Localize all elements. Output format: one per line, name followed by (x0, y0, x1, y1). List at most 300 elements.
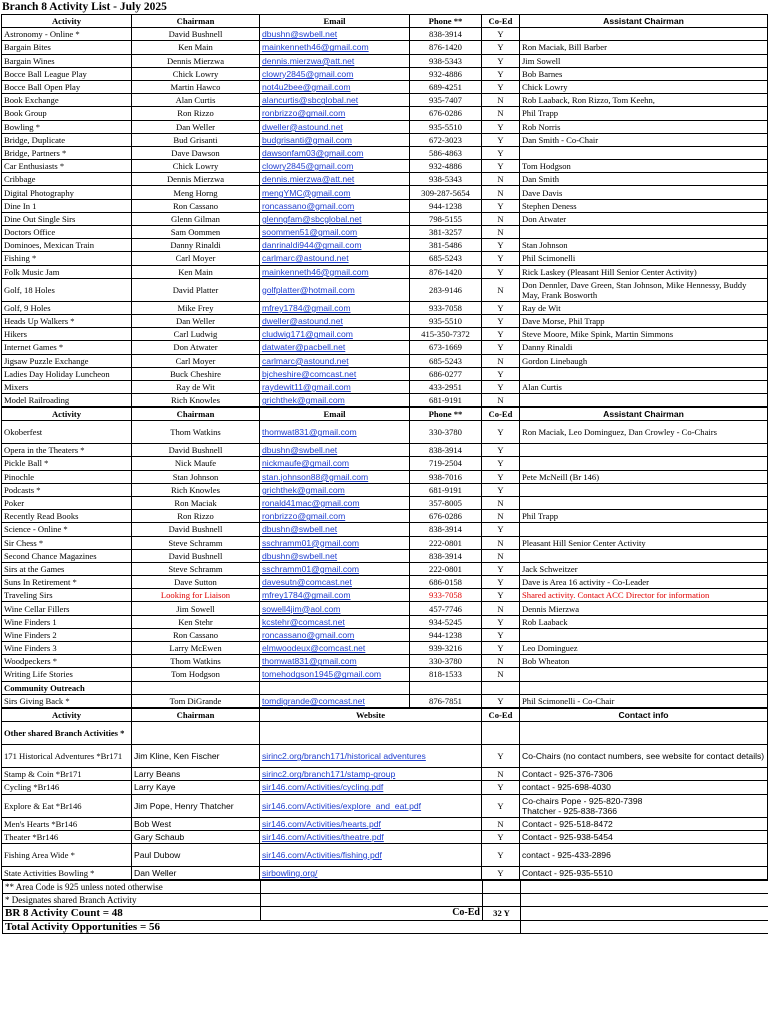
assistant-chairman: Ron Maciak, Leo Dominguez, Dan Crowley - Co-Chairs (520, 421, 768, 444)
email-link[interactable]: carlmarc@astound.net (262, 253, 349, 264)
activity-name: Dominoes, Mexican Train (2, 239, 132, 252)
website-cell (260, 768, 482, 781)
chairman-name: Sam Oommen (132, 226, 260, 239)
email-cell (260, 160, 410, 173)
chairman-name: Chick Lowry (132, 160, 260, 173)
phone: 876-1420 (410, 265, 482, 278)
activity-name: Golf, 9 Holes (2, 301, 132, 314)
activity-name: Sir Chess * (2, 536, 132, 549)
activity-name: State Activities Bowling * (2, 866, 132, 879)
email-link[interactable]: clowry2845@gmail.com (262, 161, 354, 172)
activity-name: Okoberfest (2, 421, 132, 444)
email-link[interactable]: dbushn@swbell.net (262, 550, 338, 561)
coed-flag: Y (482, 470, 520, 483)
website-cell (260, 817, 482, 830)
table-row (2, 457, 768, 470)
chairman-name: Glenn Gilman (132, 212, 260, 225)
contact-info: contact - 925-698-4030 (520, 781, 768, 794)
email-link[interactable]: not4u2bee@gmail.com (262, 82, 351, 93)
activity-count: BR 8 Activity Count = 48 (3, 907, 261, 920)
email-cell (260, 212, 410, 225)
chairman-name: Ron Cassano (132, 199, 260, 212)
email-link[interactable]: roncassano@gmail.com (262, 629, 355, 640)
header-chairman: Chairman (132, 15, 260, 28)
activity-name: Writing Life Stories (2, 668, 132, 681)
email-cell (260, 301, 410, 314)
activity-name: Hikers (2, 328, 132, 341)
email-cell (260, 483, 410, 496)
email-link[interactable]: cludwig171@gmail.com (262, 329, 353, 340)
table-header (2, 709, 768, 722)
email-link[interactable]: stan.johnson88@gmail.com (262, 471, 369, 482)
assistant-chairman: Jack Schweitzer (520, 562, 768, 575)
table-row (2, 470, 768, 483)
header-activity: Activity (2, 15, 132, 28)
email-cell (260, 496, 410, 509)
email-link[interactable]: clowry2845@gmail.com (262, 68, 354, 79)
email-link[interactable]: kcstehr@comcast.net (262, 616, 345, 627)
table-row (2, 421, 768, 444)
email-link[interactable]: carlmarc@astound.net (262, 355, 349, 366)
activity-name: Poker (2, 496, 132, 509)
coed-flag: Y (482, 781, 520, 794)
table-row (2, 226, 768, 239)
phone: 222-0801 (410, 536, 482, 549)
email-cell (260, 354, 410, 367)
assistant-chairman: Dan Smith (520, 173, 768, 186)
assistant-chairman: Bob Wheaton (520, 655, 768, 668)
table-row (2, 510, 768, 523)
chairman-name: Larry McEwen (132, 642, 260, 655)
email-link[interactable]: ronbrizzo@gmail.com (262, 108, 346, 119)
table-row (2, 328, 768, 341)
email-link[interactable]: davesutn@comcast.net (262, 577, 352, 588)
coed-flag: N (482, 536, 520, 549)
email-cell (260, 457, 410, 470)
coed-flag: Y (482, 239, 520, 252)
email-cell (260, 67, 410, 80)
table-row (2, 745, 768, 768)
assistant-chairman (520, 668, 768, 681)
phone: 686-0277 (410, 367, 482, 380)
website-link[interactable]: sirinc2.org/branch171/stamp-group (262, 769, 396, 780)
email-cell (260, 421, 410, 444)
email-link[interactable]: sowell4jim@aol.com (262, 603, 341, 614)
outreach-title-row (2, 681, 768, 694)
website-link[interactable]: sir146.com/Activities/explore_and_eat.pdf (262, 800, 422, 811)
phone: 939-3216 (410, 642, 482, 655)
table-row (2, 768, 768, 781)
email-link[interactable]: thomwat831@gmail.com (262, 427, 357, 438)
email-cell (260, 252, 410, 265)
assistant-chairman: Dave Davis (520, 186, 768, 199)
phone: 932-4886 (410, 160, 482, 173)
table-row (2, 781, 768, 794)
activity-name: Dine In 1 (2, 199, 132, 212)
email-cell (260, 54, 410, 67)
website-link[interactable]: sirinc2.org/branch171/historical adventures (262, 751, 426, 762)
email-link[interactable]: grichthek@gmail.com (262, 484, 345, 495)
table-row (2, 483, 768, 496)
phone: 938-5343 (410, 54, 482, 67)
email-link[interactable]: dweller@astound.net (262, 316, 343, 327)
table-row (2, 523, 768, 536)
coed-flag: Y (482, 146, 520, 159)
phone: 676-0286 (410, 107, 482, 120)
coed-flag: Y (482, 80, 520, 93)
email-cell (260, 523, 410, 536)
activity-name: Heads Up Walkers * (2, 314, 132, 327)
table-row (2, 54, 768, 67)
table-row (2, 146, 768, 159)
phone: 309-287-5654 (410, 186, 482, 199)
header-activity: Activity (2, 709, 132, 722)
assistant-chairman: Rick Laskey (Pleasant Hill Senior Center Activity) (520, 265, 768, 278)
header-coed: Co-Ed (482, 709, 520, 722)
phone: 798-5155 (410, 212, 482, 225)
chairman-name: Ron Cassano (132, 628, 260, 641)
table-row (2, 444, 768, 457)
activity-name: Podcasts * (2, 483, 132, 496)
coed-flag: N (482, 94, 520, 107)
contact-info: Contact - 925-938-5454 (520, 830, 768, 843)
table-row (2, 694, 768, 707)
chairman-name: Jim Sowell (132, 602, 260, 615)
coed-flag: N (482, 602, 520, 615)
activity-name: Stamp & Coin *Br171 (2, 768, 132, 781)
coed-flag: N (482, 107, 520, 120)
email-link[interactable]: bjcheshire@comcast.net (262, 368, 357, 379)
email-cell (260, 133, 410, 146)
email-link[interactable]: sschramm01@gmail.com (262, 537, 360, 548)
website-link[interactable]: sir146.com/Activities/cycling.pdf (262, 782, 384, 793)
activity-name: Pinochle (2, 470, 132, 483)
coed-flag: Y (482, 483, 520, 496)
phone: 586-4863 (410, 146, 482, 159)
activity-name: Fishing Area Wide * (2, 843, 132, 866)
chairman-name: David Bushnell (132, 444, 260, 457)
activity-name: Book Group (2, 107, 132, 120)
table-row (2, 265, 768, 278)
shared-title-row (2, 722, 768, 745)
assistant-chairman: Pete McNeill (Br 146) (520, 470, 768, 483)
website-cell (260, 866, 482, 879)
chairman-name: David Bushnell (132, 28, 260, 41)
phone: 944-1238 (410, 199, 482, 212)
email-link[interactable]: mfrey1784@gmail.com (262, 590, 351, 601)
chairman-name: Thom Watkins (132, 421, 260, 444)
email-cell (260, 444, 410, 457)
chairman-name: Jim Pope, Henry Thatcher (132, 794, 260, 817)
assistant-chairman: Dave Morse, Phil Trapp (520, 314, 768, 327)
community-outreach-title: Community Outreach (2, 681, 132, 694)
header-activity: Activity (2, 408, 132, 421)
header-assistant: Assistant Chairman (520, 408, 768, 421)
phone: 933-7058 (410, 301, 482, 314)
assistant-chairman: Stan Johnson (520, 239, 768, 252)
email-link[interactable]: dbushn@swbell.net (262, 524, 338, 535)
phone: 838-3914 (410, 523, 482, 536)
email-link[interactable]: datwater@pacbell.net (262, 342, 346, 353)
activity-name: Opera in the Theaters * (2, 444, 132, 457)
table-row (2, 41, 768, 54)
email-cell (260, 694, 410, 707)
coed-flag: Y (482, 67, 520, 80)
email-link[interactable]: mainkenneth46@gmail.com (262, 266, 369, 277)
activity-table-2 (1, 407, 768, 708)
chairman-name: Ron Rizzo (132, 107, 260, 120)
assistant-chairman: Pleasant Hill Senior Center Activity (520, 536, 768, 549)
email-cell (260, 470, 410, 483)
assistant-chairman: Phil Trapp (520, 107, 768, 120)
email-cell (260, 328, 410, 341)
email-cell (260, 549, 410, 562)
email-link[interactable]: dennis.mierzwa@att.net (262, 174, 355, 185)
coed-flag: N (482, 173, 520, 186)
email-cell (260, 265, 410, 278)
coed-flag: Y (482, 830, 520, 843)
activity-name: Traveling Sirs (2, 589, 132, 602)
phone: 415-350-7372 (410, 328, 482, 341)
coed-flag: Y (482, 367, 520, 380)
chairman-name: Danny Rinaldi (132, 239, 260, 252)
header-phone: Phone ** (410, 408, 482, 421)
email-link[interactable]: glenngfam@sbcglobal.net (262, 213, 362, 224)
email-link[interactable]: elmwoodeux@comcast.net (262, 643, 366, 654)
table-row (2, 67, 768, 80)
table-row (2, 602, 768, 615)
email-link[interactable]: mfrey1784@gmail.com (262, 302, 351, 313)
coed-flag: Y (482, 523, 520, 536)
total-opportunities: Total Activity Opportunities = 56 (3, 920, 521, 933)
coed-flag: Y (482, 380, 520, 393)
chairman-name: Carl Moyer (132, 354, 260, 367)
table-row (2, 866, 768, 879)
email-link[interactable]: nickmaufe@gmail.com (262, 458, 350, 469)
assistant-chairman: Don Atwater (520, 212, 768, 225)
website-cell (260, 794, 482, 817)
coed-flag: N (482, 668, 520, 681)
coed-flag: Y (482, 252, 520, 265)
chairman-name: Steve Schramm (132, 536, 260, 549)
activity-name: Pickle Ball * (2, 457, 132, 470)
coed-flag: N (482, 817, 520, 830)
activity-name: Second Chance Magazines (2, 549, 132, 562)
email-link[interactable]: alancurtis@sbcglobal.net (262, 95, 359, 106)
activity-name: Folk Music Jam (2, 265, 132, 278)
chairman-name: Thom Watkins (132, 655, 260, 668)
email-cell (260, 278, 410, 301)
email-link[interactable]: dbushn@swbell.net (262, 445, 338, 456)
header-phone: Phone ** (410, 15, 482, 28)
table-row (2, 314, 768, 327)
assistant-chairman: Tom Hodgson (520, 160, 768, 173)
chairman-name: Mike Frey (132, 301, 260, 314)
phone: 876-7851 (410, 694, 482, 707)
contact-info: Co-chairs Pope - 925-820-7398 Thatcher - 925-838-7366 (520, 794, 768, 817)
phone: 433-2951 (410, 380, 482, 393)
chairman-name: Martin Hawco (132, 80, 260, 93)
email-cell (260, 562, 410, 575)
contact-info: Contact - 925-518-8472 (520, 817, 768, 830)
website-link[interactable]: sirbowling.org/ (262, 868, 318, 879)
table-row (2, 199, 768, 212)
email-cell (260, 80, 410, 93)
chairman-name: Chick Lowry (132, 67, 260, 80)
email-link[interactable]: budgrisanti@gmail.com (262, 134, 352, 145)
email-link[interactable]: ronbrizzo@gmail.com (262, 511, 346, 522)
website-cell (260, 830, 482, 843)
chairman-name: Buck Cheshire (132, 367, 260, 380)
website-link[interactable]: sir146.com/Activities/fishing.pdf (262, 849, 382, 860)
assistant-chairman: Ron Maciak, Bill Barber (520, 41, 768, 54)
email-link[interactable]: mainkenneth46@gmail.com (262, 42, 369, 53)
phone: 876-1420 (410, 41, 482, 54)
table-row (2, 341, 768, 354)
website-link[interactable]: sir146.com/Activities/theatre.pdf (262, 831, 384, 842)
chairman-name: Steve Schramm (132, 562, 260, 575)
table-row (2, 173, 768, 186)
email-cell (260, 94, 410, 107)
assistant-chairman: Alan Curtis (520, 380, 768, 393)
phone: 681-9191 (410, 483, 482, 496)
email-link[interactable]: ronald41mac@gmail.com (262, 498, 360, 509)
email-cell (260, 380, 410, 393)
coed-total-value: 32 Y (483, 907, 521, 920)
phone: 330-3780 (410, 421, 482, 444)
activity-name: Book Exchange (2, 94, 132, 107)
header-coed: Co-Ed (482, 15, 520, 28)
chairman-name: Dan Weller (132, 120, 260, 133)
header-coed: Co-Ed (482, 408, 520, 421)
table-row (2, 160, 768, 173)
coed-flag: Y (482, 628, 520, 641)
email-link[interactable]: roncassano@gmail.com (262, 200, 355, 211)
phone: 933-7058 (410, 589, 482, 602)
activity-name: Model Railroading (2, 394, 132, 407)
table-row (2, 615, 768, 628)
page-title: Branch 8 Activity List - July 2025 (2, 1, 167, 13)
header-chairman: Chairman (132, 408, 260, 421)
email-cell (260, 536, 410, 549)
assistant-chairman: Dave is Area 16 activity - Co-Leader (520, 576, 768, 589)
assistant-chairman: Chick Lowry (520, 80, 768, 93)
phone: 689-4251 (410, 80, 482, 93)
email-cell (260, 341, 410, 354)
chairman-name: Alan Curtis (132, 94, 260, 107)
website-cell (260, 745, 482, 768)
email-link[interactable]: sschramm01@gmail.com (262, 563, 360, 574)
table-row (2, 817, 768, 830)
chairman-name: Larry Kaye (132, 781, 260, 794)
chairman-name: Larry Beans (132, 768, 260, 781)
email-link[interactable]: tomehodgson1945@gmail.com (262, 669, 382, 680)
activity-name: Wine Cellar Fillers (2, 602, 132, 615)
website-link[interactable]: sir146.com/Activities/hearts.pdf (262, 818, 381, 829)
email-link[interactable]: soommen51@gmail.com (262, 227, 358, 238)
email-link[interactable]: thomwat831@gmail.com (262, 656, 357, 667)
table-row (2, 642, 768, 655)
email-link[interactable]: dbushn@swbell.net (262, 29, 338, 40)
phone: 818-1533 (410, 668, 482, 681)
coed-flag: N (482, 496, 520, 509)
website-cell (260, 781, 482, 794)
coed-total-label: Co-Ed (261, 907, 483, 920)
email-link[interactable]: tomdigrande@comcast.net (262, 695, 365, 706)
phone: 934-5245 (410, 615, 482, 628)
header-chairman: Chairman (132, 709, 260, 722)
table-row (2, 252, 768, 265)
phone: 838-3914 (410, 28, 482, 41)
header-assistant: Assistant Chairman (520, 15, 768, 28)
activity-name: Wine Finders 2 (2, 628, 132, 641)
email-link[interactable]: dennis.mierzwa@att.net (262, 55, 355, 66)
header-website: Website (260, 709, 482, 722)
coed-flag: N (482, 186, 520, 199)
table-row (2, 562, 768, 575)
activity-name: Bocce Ball Open Play (2, 80, 132, 93)
email-link[interactable]: danrinaldi944@gmail.com (262, 240, 362, 251)
chairman-name: Bud Grisanti (132, 133, 260, 146)
chairman-name: Dan Weller (132, 314, 260, 327)
assistant-chairman: Gordon Linebaugh (520, 354, 768, 367)
email-link[interactable]: dawsonfam03@gmail.com (262, 147, 364, 158)
email-cell (260, 41, 410, 54)
email-link[interactable]: dweller@astound.net (262, 121, 343, 132)
table-row (2, 655, 768, 668)
email-link[interactable]: grichthek@gmail.com (262, 395, 345, 406)
activity-name: Bocce Ball League Play (2, 67, 132, 80)
coed-flag: Y (482, 421, 520, 444)
coed-flag: Y (482, 843, 520, 866)
table-row (2, 94, 768, 107)
assistant-chairman: Dennis Mierzwa (520, 602, 768, 615)
table-row (2, 301, 768, 314)
coed-flag: N (482, 394, 520, 407)
coed-flag: N (482, 354, 520, 367)
assistant-chairman: Rob Laaback, Ron Rizzo, Tom Keehn, (520, 94, 768, 107)
chairman-name: Dave Dawson (132, 146, 260, 159)
phone: 938-5343 (410, 173, 482, 186)
table-row (2, 394, 768, 407)
chairman-name: David Bushnell (132, 549, 260, 562)
activity-name: Cribbage (2, 173, 132, 186)
table-row (2, 549, 768, 562)
chairman-name: David Bushnell (132, 523, 260, 536)
coed-flag: Y (482, 694, 520, 707)
assistant-chairman: Phil Scimonelli (520, 252, 768, 265)
assistant-chairman (520, 496, 768, 509)
email-link[interactable]: golfplatter@hotmail.com (262, 284, 355, 295)
coed-flag: Y (482, 794, 520, 817)
assistant-chairman: Shared activity. Contact ACC Director for information (520, 589, 768, 602)
assistant-chairman: Jim Sowell (520, 54, 768, 67)
coed-flag: N (482, 549, 520, 562)
coed-flag: Y (482, 265, 520, 278)
contact-info: Co-Chairs (no contact numbers, see website for contact details) (520, 745, 768, 768)
phone: 676-0286 (410, 510, 482, 523)
phone: 283-9146 (410, 278, 482, 301)
activity-name: Theater *Br146 (2, 830, 132, 843)
activity-name: Fishing * (2, 252, 132, 265)
email-cell (260, 576, 410, 589)
email-link[interactable]: mengYMC@gmail.com (262, 187, 351, 198)
activity-name: Sirs Giving Back * (2, 694, 132, 707)
phone: 681-9191 (410, 394, 482, 407)
email-cell (260, 314, 410, 327)
activity-name: Digital Photography (2, 186, 132, 199)
email-link[interactable]: raydewit11@gmail.com (262, 381, 351, 392)
